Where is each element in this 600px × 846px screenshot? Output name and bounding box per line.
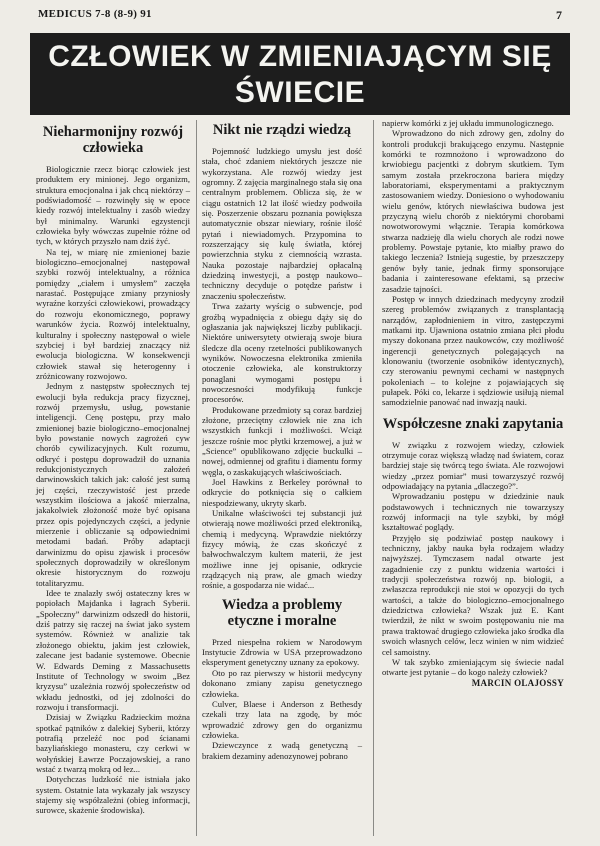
paragraph: Culver, Blaese i Anderson z Bethesdy czekali trzy lata na zgodę, by móc wprowadzić zdrowy gen do organizmu człowieka. (202, 698, 362, 740)
paragraph: W związku z rozwojem wiedzy, człowiek otrzymuje coraz większą władzę nad światem, coraz bardziej staje się twórcą tego świata. Ale rozwojowi wiedzy „przez pomiar” musi towarzyszyć rozwój odpowiadający na pytania „dlaczego?”. (382, 439, 564, 491)
paragraph: Wprowadzaniu postępu w dziedzinie nauk podstawowych i technicznych nie towarzyszy rozwój informacji na tyle szybki, by mógł kształtować poglądy. (382, 491, 564, 533)
paragraph: Dotychczas ludzkość nie istniała jako system. Ostatnie lata wykazały jak wszyscy stajemy się współzależni (obieg informacji, surowce, skażenie środowiska). (36, 774, 190, 816)
paragraph: napierw komórki z jej układu immunologicznego. (382, 118, 554, 128)
paragraph: Na tej, w miarę nie zmienionej bazie biologiczno–emocjonalnej następował szybki rozwój intelektualny, a różnica pomiędzy „ciałem i umysłem” zaczęła narastać. Postępujące zmiany przyniosły wyraźne korzyści człowiekowi, prowadzący do rozwoju ekonomicznego, poprawy warunków życia. Rozwój intelektualny, kulturalny i społeczny następował o wiele szybciej i był bardziej znaczący niż ewolucja biologiczna. W konsekwencji człowiek stawał się heterogenny i zróżnicowany rozwojowo. (36, 246, 190, 381)
paragraph: Wprowadzono do nich zdrowy gen, zdolny do kontroli produkcji brakującego enzymu. Następnie komórki te rozmnożono i wprowadzono do krwiobiegu pacjentki z dobrym skutkiem. Tym samym została przekroczona bariera między laboratoriami, eksperymentami a praktycznym zastosowaniem wiedzy. Doniesiono o wyhodowaniu wielu genów, których niewłaściwa budowa jest przyczyną wielu chorób z niektórymi chorobami nowotworowymi włącznie. Terapia komórkowa stwarza nadzieję dla wielu chorych ale rodzi nowe problemy. Powstaje pytanie, kto miałby prawo do takiego leczenia? Istnieją sugestie, by przeszczepy genów były tanie, jednak firmy sponsorujące badania i zainteresowane efektami, są przeciw zasadzie tajności. (382, 128, 564, 294)
paragraph: Przyjęło się podziwiać postęp naukowy i techniczny, jakby nauka była rodzajem władzy najwyższej. Tymczasem nadal otwarte jest zagadnienie czy z punktu widzenia wartości i tradycji społeczeństwa rozwój np. biologii, a zwłaszcza reprodukcji nie stoi w opozycji do tych wartości, a także do biologiczno–emocjonalnego dziedzictwa człowieka? Wszak już E. Kant twierdził, że nikt w swoim postępowaniu nie ma prawa traktować drugiego człowieka jako środka dla swoich własnych celów, lecz winien w nim widzieć cel samoistny. (382, 532, 564, 657)
paragraph: Idee te znalazły swój ostateczny kres w popiołach Majdanka i łagrach Syberii. „Społeczny” darwinizm odszedł do historii, dziś patrzy się raczej na świat jako system systemów. Również w analizie tak złożonego obiektu, jakim jest człowiek, zalecane jest badanie systemowe. Obecnie W. Edwards Deming z Massachusetts Institute of Technology w swoim „Bez kryzysu” uzależnia rozwój społeczeństw od wkładu jednostki, od jej zdolności do rozwoju i transformacji. (36, 588, 190, 712)
paragraph: W tak szybko zmieniającym się świecie nadal otwarte jest pytanie – do kogo należy człowiek? (382, 656, 564, 678)
paragraph: Trwa zażarty wyścig o subwencje, pod groźbą wypadnięcia z obiegu dąży się do ogłaszania jak największej liczby publikacji. Niektóre uniwersytety otwierają swoje biura śledcze dla oceny rzetelności publikowanych wyników. Nowoczesna elektronika zmieniła otoczenie człowieka, ale konstruktorzy ponaglani wymogami postępu i nowoczesności modyfikują funkcje procesorów. (202, 301, 362, 405)
paragraph: Pojemność ludzkiego umysłu jest dość stała, choć zdaniem niektórych jeszcze nie wykorzystana. Ale rozwój wiedzy jest ogromny. Z zajęcia marginalnego stała się ona centralnym problemem. Oblicza się, że w ciągu ostatnich 12 lat ilość wiedzy podwoiła się. Poszerzenie obszaru poznania powiększa automatycznie obszar niewiary, rośnie ilość pytań i niewiadomych. Przypomina to rozszerzający się kulę światła, której powierzchnia styku z ciemnością wzrasta. Nauka pozostaje najbardziej opłacalną dziedziną inwestycji, a postęp naukowo–techniczny decyduje o potędze państw i znaczeniu społeczeństw. (202, 146, 362, 301)
paragraph: Jednym z następstw społecznych tej ewolucji była redukcja pracy fizycznej, rozwój przemysłu, usług, powstanie inteligencji. Cenę postępu, przy mało zmienionej bazie biologiczno–emocjonalnej było powstanie nowych zagrożeń cyw chorób cywilizacyjnych. Kult rozumu, odkryć i postępu doprowadził do uznania redukcjonistycznych założeń darwinowskich takich jak: całość jest sumą jej części, rzeczywistość jest przede wszystkim ilościowa a jakość mierzalna, jakakolwiek złożoność może być opisana przez opis pojedynczych części, a jedynie mierzenie i obliczanie są odpowiednimi metodami badań. Próby adaptacji darwinizmu do opisu zjawisk i procesów społecznych doprowadziły w określonym okresie historycznym do rozwoju totalitaryzmu. (36, 381, 190, 588)
column-2 (202, 118, 362, 761)
page-number: 7 (556, 8, 562, 22)
article-title: CZŁOWIEK W ZMIENIAJĄCYM SIĘ ŚWIECIE (30, 33, 570, 115)
column-3 (382, 118, 564, 688)
issue-label: MEDICUS 7-8 (8-9) 91 (38, 8, 152, 20)
paragraph: Dziewczynce z wadą genetyczną – brakiem dezaminy adenozynowej pobrano (202, 740, 362, 761)
paragraph: Biologicznie rzecz biorąc człowiek jest produktem ery minionej. Jego organizm, struktura emocjonalna i jak chcą niektórzy – podświadomość – rozwinęły się w epoce kiedy rozwój intelektualny i zasób wiedzy był minimalny. Warunki egzystencji człowieka były wówczas zupełnie różne od tych, w których przyszło nam dziś żyć. (36, 164, 190, 247)
section-heading: Nikt nie rządzi wiedzą (212, 122, 352, 138)
section-heading: Nieharmonijny rozwój człowieka (42, 124, 184, 156)
author-signature: MARCIN OLAJOSSY (471, 677, 564, 688)
paragraph: Przed niespełna rokiem w Narodowym Instytucie Zdrowia w USA przeprowadzono eksperyment genetyczny uznany za epokowy. (202, 636, 362, 668)
column-1 (36, 118, 190, 816)
paragraph: Dzisiaj w Związku Radzieckim można spotkać pątników z dalekiej Syberii, którzy potrafią przeleźć noc pod ścianami bazyliańskiego monasteru, czy cerkwi w wołyńskiej Ławrze Poczajowskiej, a rano wstać z twarzą mokrą od łez... (36, 712, 190, 774)
paragraph: Oto po raz pierwszy w historii medycyny dokonano zmiany zapisu genetycznego człowieka. (202, 667, 362, 699)
paragraph: Postęp w innych dziedzinach medycyny zrodził szereg problemów związanych z transplantacją narządów, zapłodnieniem in vitro, zastępczymi matkami itp. Ujawniona ostatnio zmiana płci płodu myszy dokonana przez naukowców, czy możliwość ingerencji genetycznych polegających na klonowaniu (tworzenie osobników identycznych), czy sterowaniu pewnymi cechami w następnych pokoleniach – to kolejne z pojawiających się pułapek. Póki co, lekarze i sędziowie usiłują niemal samodzielnie panować nad inwazją nauki. (382, 293, 564, 408)
section-heading: Wiedza a problemy etyczne i moralne (221, 596, 343, 629)
paragraph: Produkowane przedmioty są coraz bardziej złożone, przeciętny człowiek nie zna ich wszystkich funkcji i możliwości. Wciąż jeszcze rośnie moc płytki krzemowej, a już w „Science” opublikowano zdjęcie buckulki – nowej, odmiennej od grafitu i diamentu formy węgla, o zaskakujących właściwościach. (202, 404, 362, 477)
page-header (38, 8, 562, 24)
column-divider (196, 120, 197, 836)
section-heading: Współczesne znaki zapytania (382, 415, 564, 432)
paragraph: Joel Hawkins z Berkeley porównał to odkrycie do potknięcia się o całkiem niespodziewany, ukryty skarb. (202, 477, 362, 508)
column-divider (373, 120, 374, 836)
paragraph: Unikalne właściwości tej substancji już otwierają nowe możliwości przed elektroniką, chemią i medycyną. Wprawdzie niektórzy fizycy mówią, że czas skończyć z bałwochwalczym kultem materii, że jest możliwe inne jej opisanie, odkrycie rządzących nią praw, ale gmach wiedzy rośnie, a gospodarza nie widać... (202, 508, 362, 591)
